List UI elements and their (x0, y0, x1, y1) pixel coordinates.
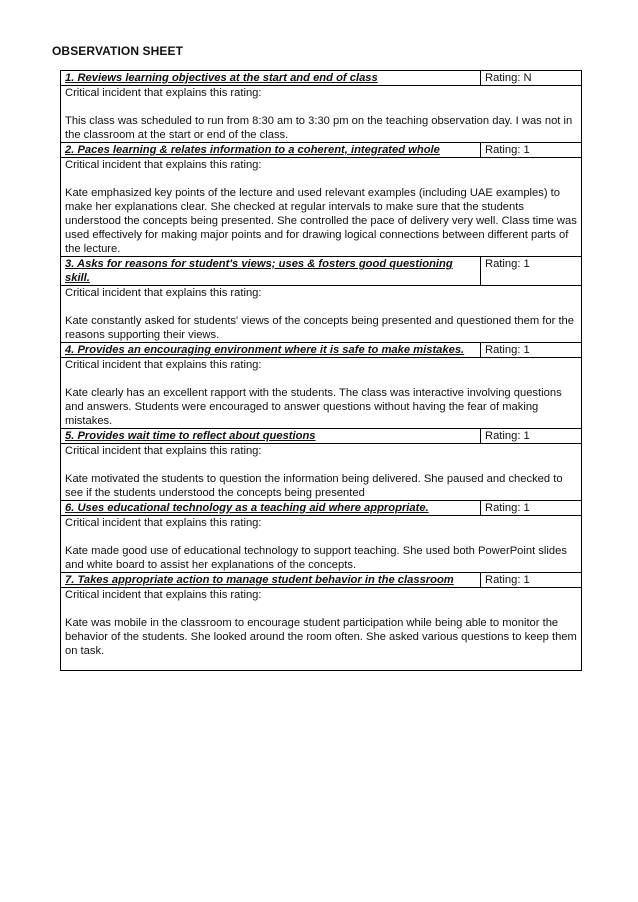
incident-description: Kate clearly has an excellent rapport with the students. The class was interactive involving questions and answers. Students were encouraged to answer questions without having the fear of making mistakes. (65, 387, 562, 427)
criterion-title: 2. Paces learning & relates information to a coherent, integrated whole (61, 143, 481, 158)
incident-label: Critical incident that explains this rating: (65, 159, 262, 171)
criterion-body-row (61, 588, 582, 671)
criterion-rating: Rating: N (481, 71, 582, 86)
criterion-rating: Rating: 1 (481, 573, 582, 588)
incident-description: Kate emphasized key points of the lecture and used relevant examples (including UAE examples) to make her explanations clear. She checked at regular intervals to make sure that the students understood the concepts being presented. She controlled the pace of delivery very well. Class time was used effectively for making major points and for drawing logical connections between different parts of the lecture. (65, 187, 577, 255)
criterion-title: 3. Asks for reasons for student's views; uses & fosters good questioning skill. (61, 257, 481, 286)
incident-description: Kate made good use of educational technology to support teaching. She used both PowerPoint slides and white board to assist her explanations of the concepts. (65, 545, 567, 571)
criterion-header-row (61, 501, 582, 516)
criterion-header-row (61, 429, 582, 444)
criterion-header-row (61, 343, 582, 358)
incident-label: Critical incident that explains this rating: (65, 445, 262, 457)
criterion-body-row (61, 86, 582, 143)
incident-label: Critical incident that explains this rating: (65, 589, 262, 601)
incident-description: This class was scheduled to run from 8:30 am to 3:30 pm on the teaching observation day. I was not in the classroom at the start or end of the class. (65, 115, 573, 141)
criterion-rating: Rating: 1 (481, 501, 582, 516)
criterion-body (61, 588, 582, 671)
incident-description: Kate motivated the students to question the information being delivered. She paused and checked to see if the students understood the concepts being presented (65, 473, 563, 499)
criterion-body (61, 158, 582, 257)
incident-label: Critical incident that explains this rating: (65, 359, 262, 371)
incident-description: Kate was mobile in the classroom to encourage student participation while being able to monitor the behavior of the students. She looked around the room often. She asked various questions to keep them on task. (65, 617, 577, 657)
criterion-body-row (61, 358, 582, 429)
incident-label: Critical incident that explains this rating: (65, 287, 262, 299)
observation-table (60, 70, 582, 671)
criterion-header-row (61, 573, 582, 588)
criterion-body (61, 516, 582, 573)
criterion-body-row (61, 158, 582, 257)
criterion-body (61, 444, 582, 501)
criterion-body (61, 86, 582, 143)
incident-label: Critical incident that explains this rating: (65, 87, 262, 99)
criterion-body-row (61, 444, 582, 501)
incident-label: Critical incident that explains this rating: (65, 517, 262, 529)
criterion-title: 4. Provides an encouraging environment where it is safe to make mistakes. (61, 343, 481, 358)
criterion-body-row (61, 286, 582, 343)
incident-description: Kate constantly asked for students' views of the concepts being presented and questioned them for the reasons supporting their views. (65, 315, 574, 341)
sheet-title: OBSERVATION SHEET (52, 44, 184, 58)
criterion-body-row (61, 516, 582, 573)
criterion-rating: Rating: 1 (481, 143, 582, 158)
criterion-rating: Rating: 1 (481, 257, 582, 286)
criterion-title: 1. Reviews learning objectives at the start and end of class (61, 71, 481, 86)
criterion-title: 7. Takes appropriate action to manage student behavior in the classroom (61, 573, 481, 588)
criterion-title: 5. Provides wait time to reflect about questions (61, 429, 481, 444)
criterion-header-row (61, 257, 582, 286)
criterion-header-row (61, 143, 582, 158)
criterion-body (61, 286, 582, 343)
criterion-title: 6. Uses educational technology as a teaching aid where appropriate. (61, 501, 481, 516)
criterion-rating: Rating: 1 (481, 343, 582, 358)
criterion-rating: Rating: 1 (481, 429, 582, 444)
criterion-header-row (61, 71, 582, 86)
criterion-body (61, 358, 582, 429)
